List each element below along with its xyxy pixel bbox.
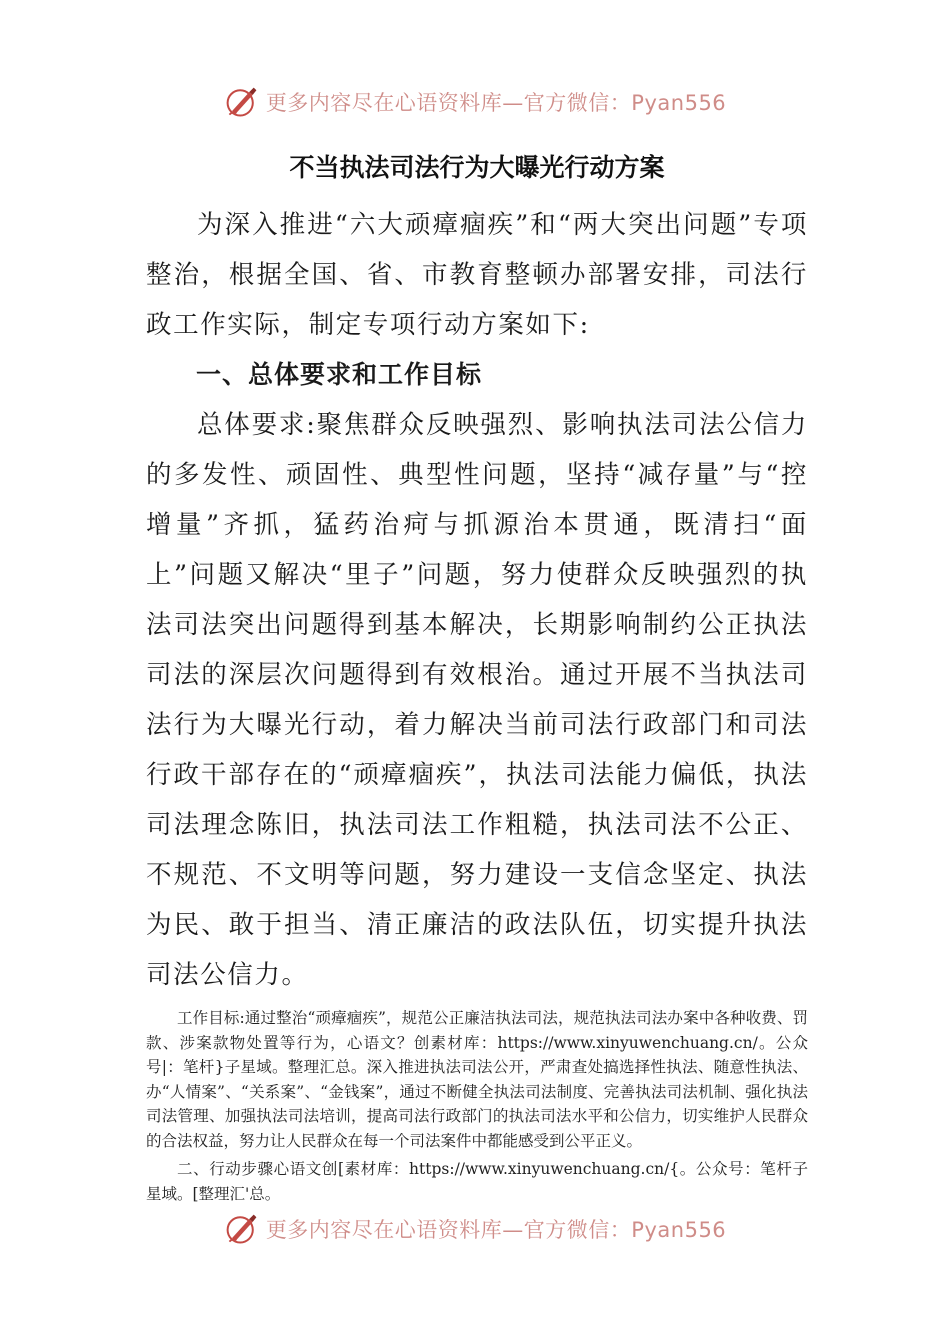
goals-paragraph: 工作目标:通过整治“顽瘴痼疾”，规范公正廉洁执法司法，规范执法司法办案中各种收费、罚款、涉案款物处置等行为，心语文？创素材库：https://www.xinyuwenchuang.cn/。公众号|：笔杆}子星域。整理汇总。深入推进执法司法公开，严肃查处搞选择性执法、随意性执法、办“人情案”、“关系案”、“金钱案”，通过不断健全执法司法制度、完善执法司法机制、强化执法司法管理、加强执法司法培训，提高司法行政部门的执法司法水平和公信力，切实维护人民群众的合法权益，努力让人民群众在每一个司法案件中都能感受到公平正义。 xyxy=(146,1009,808,1150)
banner-text: 更多内容尽在心语资料库—官方微信：Pyan556 xyxy=(265,91,727,115)
banner-text: 更多内容尽在心语资料库—官方微信：Pyan556 xyxy=(265,1218,727,1242)
header-banner xyxy=(0,80,950,124)
document-body xyxy=(146,150,808,1206)
requirements-paragraph: 总体要求:聚焦群众反映强烈、影响执法司法公信力的多发性、顽固性、典型性问题，坚持“减存量”与“控增量”齐抓，猛药治疴与抓源治本贯通，既清扫“面上”问题又解决“里子”问题，努力使群众反映强烈的执法司法突出问题得到基本解决，长期影响制约公正执法司法的深层次问题得到有效根治。通过开展不当执法司法行为大曝光行动，着力解决当前司法行政部门和司法行政干部存在的“顽瘴痼疾”，执法司法能力偏低，执法司法理念陈旧，执法司法工作粗糙，执法司法不公正、不规范、不文明等问题，努力建设一支信念坚定、执法为民、敢于担当、清正廉洁的政法队伍，切实提升执法司法公信力。 xyxy=(146,410,808,990)
footer-banner xyxy=(0,1207,950,1251)
pen-logo-icon xyxy=(224,1211,260,1247)
intro-paragraph: 为深入推进“六大顽瘴痼疾”和“两大突出问题”专项整治，根据全国、省、市教育整顿办部署安排，司法行政工作实际，制定专项行动方案如下: xyxy=(146,210,808,340)
pen-logo-icon xyxy=(224,84,260,120)
section-heading: 一、总体要求和工作目标 xyxy=(196,360,483,389)
document-title: 不当执法司法行为大曝光行动方案 xyxy=(289,153,665,182)
section2-paragraph: 二、行动步骤心语文创[素材库：https://www.xinyuwenchuang.cn/{。公众号：笔杆子星域。[整理汇'总。 xyxy=(146,1160,808,1203)
